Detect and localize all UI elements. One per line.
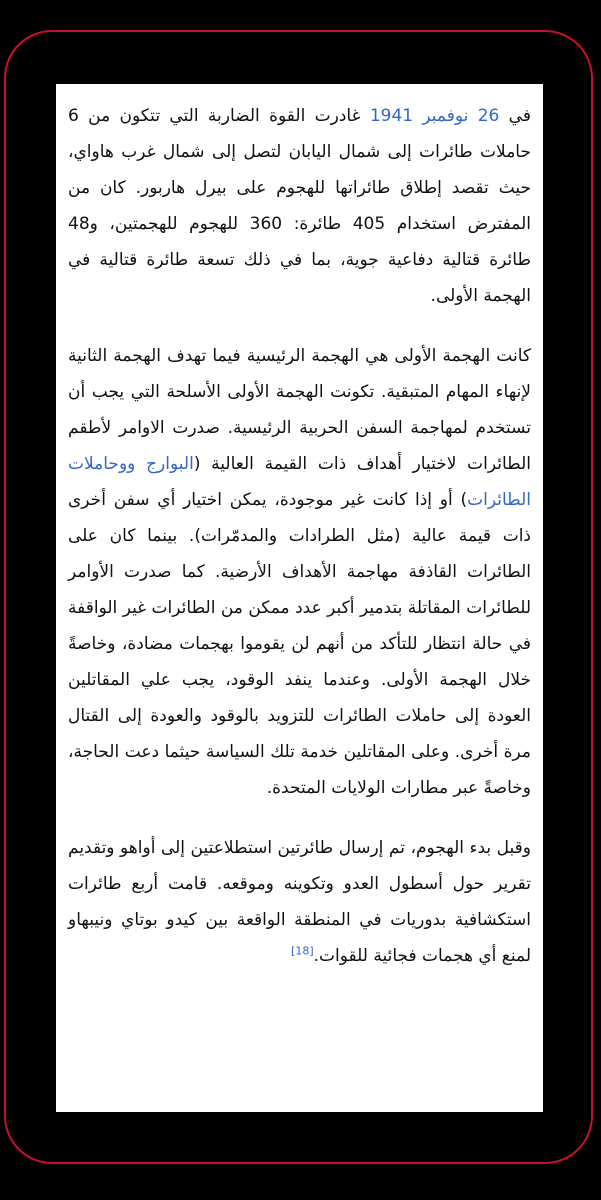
paragraph-1-text-start: في bbox=[499, 106, 531, 126]
paragraph-1 bbox=[68, 98, 531, 314]
paragraph-2-text-start: كانت الهجمة الأولى هي الهجمة الرئيسية فيما تهدف الهجمة الثانية لإنهاء المهام المتبقية. تكونت الهجمة الأولى الأسلحة التي يجب أن تستخدم لمهاجمة السفن الحربية الرئيسية. صدرت الاوامر لأطقم الطائرات لاختيار أهداف ذات القيمة العالية ( bbox=[68, 346, 531, 474]
paragraph-1-text: غادرت القوة الضاربة التي تتكون من 6 حاملات طائرات إلى شمال اليابان لتصل إلى شمال غرب هاواي، حيث تقصد إطلاق طائراتها للهجوم على بيرل هاربور. كان من المفترض استخدام 405 طائرة: 360 للهجوم للهجمتين، و48 طائرة قتالية دفاعية جوية، بما في ذلك تسعة طائرة قتالية في الهجمة الأولى. bbox=[68, 106, 531, 306]
date-link[interactable]: 26 نوفمبر bbox=[422, 106, 500, 126]
paragraph-2 bbox=[68, 338, 531, 806]
paragraph-2-text: ) أو إذا كانت غير موجودة، يمكن اختيار أي سفن أخرى ذات قيمة عالية (مثل الطرادات والمدمّرات). بينما كان على الطائرات القاذفة مهاجمة الأهداف الأرضية. كما صدرت الأوامر للطائرات المقاتلة بتدمير أكبر عدد ممكن من الطائرات غير الواقفة في حالة انتظار للتأكد من أنهم لن يقوموا بهجمات مضادة، وخاصةً خلال الهجمة الأولى. وعندما ينفد الوقود، يجب علي المقاتلين العودة إلى حاملات الطائرات للتزويد بالوقود والعودة إلى القتال مرة أخرى. وعلى المقاتلين خدمة تلك السياسة حيثما دعت الحاجة، وخاصةً عبر مطارات الولايات المتحدة. bbox=[68, 490, 531, 798]
article-page bbox=[56, 84, 543, 1112]
paragraph-3 bbox=[68, 830, 531, 974]
battleships-carriers-link[interactable]: البوارج ووحاملات الطائرات bbox=[68, 454, 531, 510]
reference-link[interactable]: [18] bbox=[291, 944, 314, 958]
year-link[interactable]: 1941 bbox=[369, 106, 414, 126]
paragraph-1-space bbox=[413, 106, 422, 126]
paragraph-3-text: وقبل بدء الهجوم، تم إرسال طائرتين استطلاعتين إلى أواهو وتقديم تقرير حول أسطول العدو وتكوينه وموقعه. قامت أربع طائرات استكشافية بدوريات في المنطقة الواقعة بين كيدو بوتاي ونيبهاو لمنع أي هجمات فجائية للقوات. bbox=[68, 838, 531, 966]
